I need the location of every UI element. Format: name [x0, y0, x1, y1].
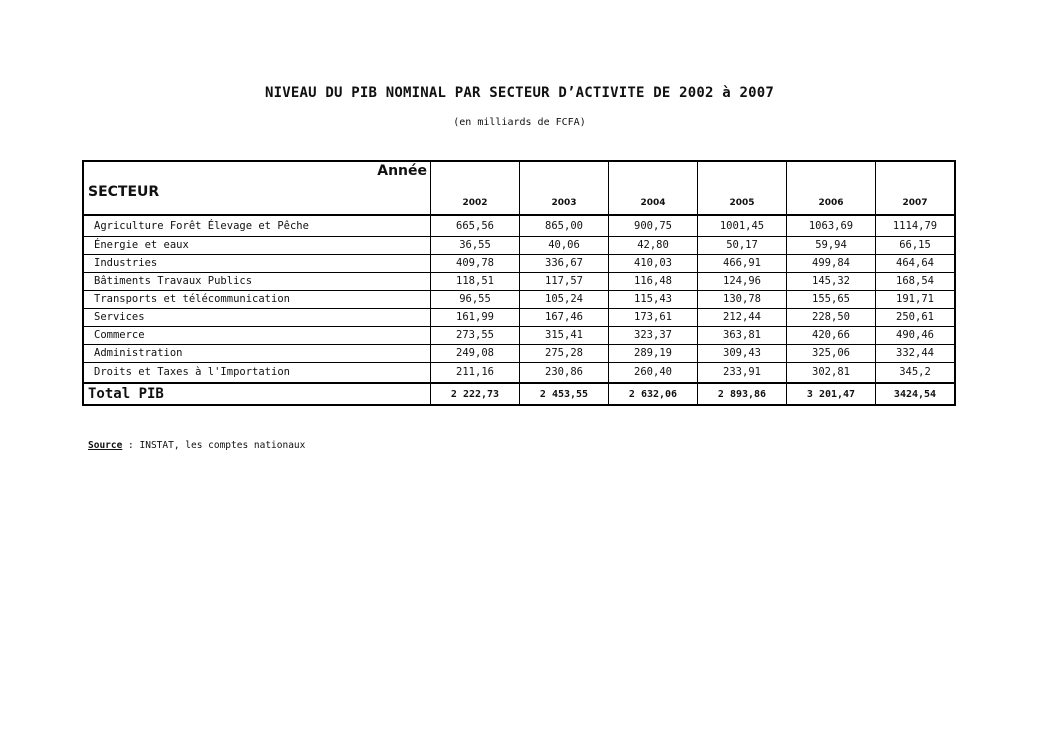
table-row [83, 290, 955, 308]
value-cell: 228,50 [787, 308, 876, 326]
value-cell: 490,46 [876, 326, 956, 344]
sector-label: Services [83, 308, 431, 326]
sector-label: Droits et Taxes à l'Importation [83, 362, 431, 383]
value-cell: 900,75 [609, 215, 698, 236]
sector-label: Transports et télécommunication [83, 290, 431, 308]
document-title: NIVEAU DU PIB NOMINAL PAR SECTEUR D’ACTIVITE DE 2002 à 2007 [264, 85, 775, 101]
source-text: INSTAT, les comptes nationaux [139, 440, 306, 451]
value-cell: 1063,69 [787, 215, 876, 236]
value-cell: 230,86 [520, 362, 609, 383]
value-cell: 260,40 [609, 362, 698, 383]
value-cell: 212,44 [698, 308, 787, 326]
value-cell: 191,71 [876, 290, 956, 308]
value-cell: 161,99 [431, 308, 520, 326]
sector-label: Bâtiments Travaux Publics [83, 272, 431, 290]
value-cell: 325,06 [787, 344, 876, 362]
table-row [83, 254, 955, 272]
table-row [83, 326, 955, 344]
value-cell: 302,81 [787, 362, 876, 383]
value-cell: 124,96 [698, 272, 787, 290]
value-cell: 289,19 [609, 344, 698, 362]
total-value: 3 201,47 [787, 383, 876, 405]
value-cell: 173,61 [609, 308, 698, 326]
table-row [83, 215, 955, 236]
header-year-label: Année [377, 163, 427, 179]
header-year: 2005 [698, 161, 787, 215]
document-subtitle: (en milliards de FCFA) [453, 117, 586, 128]
value-cell: 336,67 [520, 254, 609, 272]
sector-label: Énergie et eaux [83, 236, 431, 254]
header-sector-cell [83, 161, 431, 215]
total-label: Total PIB [83, 383, 431, 405]
value-cell: 273,55 [431, 326, 520, 344]
value-cell: 499,84 [787, 254, 876, 272]
sector-label: Administration [83, 344, 431, 362]
sector-label: Commerce [83, 326, 431, 344]
value-cell: 315,41 [520, 326, 609, 344]
value-cell: 1001,45 [698, 215, 787, 236]
total-value: 3424,54 [876, 383, 956, 405]
value-cell: 145,32 [787, 272, 876, 290]
header-year: 2003 [520, 161, 609, 215]
value-cell: 155,65 [787, 290, 876, 308]
value-cell: 96,55 [431, 290, 520, 308]
value-cell: 249,08 [431, 344, 520, 362]
header-year: 2007 [876, 161, 956, 215]
value-cell: 466,91 [698, 254, 787, 272]
value-cell: 363,81 [698, 326, 787, 344]
value-cell: 117,57 [520, 272, 609, 290]
sector-label: Agriculture Forêt Élevage et Pêche [83, 215, 431, 236]
value-cell: 118,51 [431, 272, 520, 290]
total-value: 2 222,73 [431, 383, 520, 405]
value-cell: 59,94 [787, 236, 876, 254]
value-cell: 36,55 [431, 236, 520, 254]
value-cell: 865,00 [520, 215, 609, 236]
value-cell: 332,44 [876, 344, 956, 362]
value-cell: 168,54 [876, 272, 956, 290]
value-cell: 211,16 [431, 362, 520, 383]
sector-label: Industries [83, 254, 431, 272]
value-cell: 42,80 [609, 236, 698, 254]
table-row [83, 344, 955, 362]
value-cell: 410,03 [609, 254, 698, 272]
value-cell: 115,43 [609, 290, 698, 308]
value-cell: 309,43 [698, 344, 787, 362]
source-note [88, 440, 305, 451]
table-row [83, 236, 955, 254]
table-row [83, 272, 955, 290]
value-cell: 420,66 [787, 326, 876, 344]
value-cell: 105,24 [520, 290, 609, 308]
value-cell: 116,48 [609, 272, 698, 290]
value-cell: 40,06 [520, 236, 609, 254]
value-cell: 275,28 [520, 344, 609, 362]
value-cell: 665,56 [431, 215, 520, 236]
header-year: 2006 [787, 161, 876, 215]
value-cell: 345,2 [876, 362, 956, 383]
total-value: 2 453,55 [520, 383, 609, 405]
value-cell: 66,15 [876, 236, 956, 254]
gdp-table [82, 160, 956, 406]
value-cell: 464,64 [876, 254, 956, 272]
value-cell: 250,61 [876, 308, 956, 326]
value-cell: 130,78 [698, 290, 787, 308]
value-cell: 233,91 [698, 362, 787, 383]
source-separator: : [122, 440, 140, 451]
header-year: 2002 [431, 161, 520, 215]
header-sector-label: SECTEUR [88, 184, 160, 200]
value-cell: 323,37 [609, 326, 698, 344]
value-cell: 50,17 [698, 236, 787, 254]
table-row [83, 308, 955, 326]
table-header-row [83, 161, 955, 215]
table-row [83, 362, 955, 383]
value-cell: 167,46 [520, 308, 609, 326]
header-year: 2004 [609, 161, 698, 215]
total-value: 2 632,06 [609, 383, 698, 405]
total-value: 2 893,86 [698, 383, 787, 405]
total-row [83, 383, 955, 405]
source-label: Source [88, 440, 123, 451]
value-cell: 1114,79 [876, 215, 956, 236]
value-cell: 409,78 [431, 254, 520, 272]
